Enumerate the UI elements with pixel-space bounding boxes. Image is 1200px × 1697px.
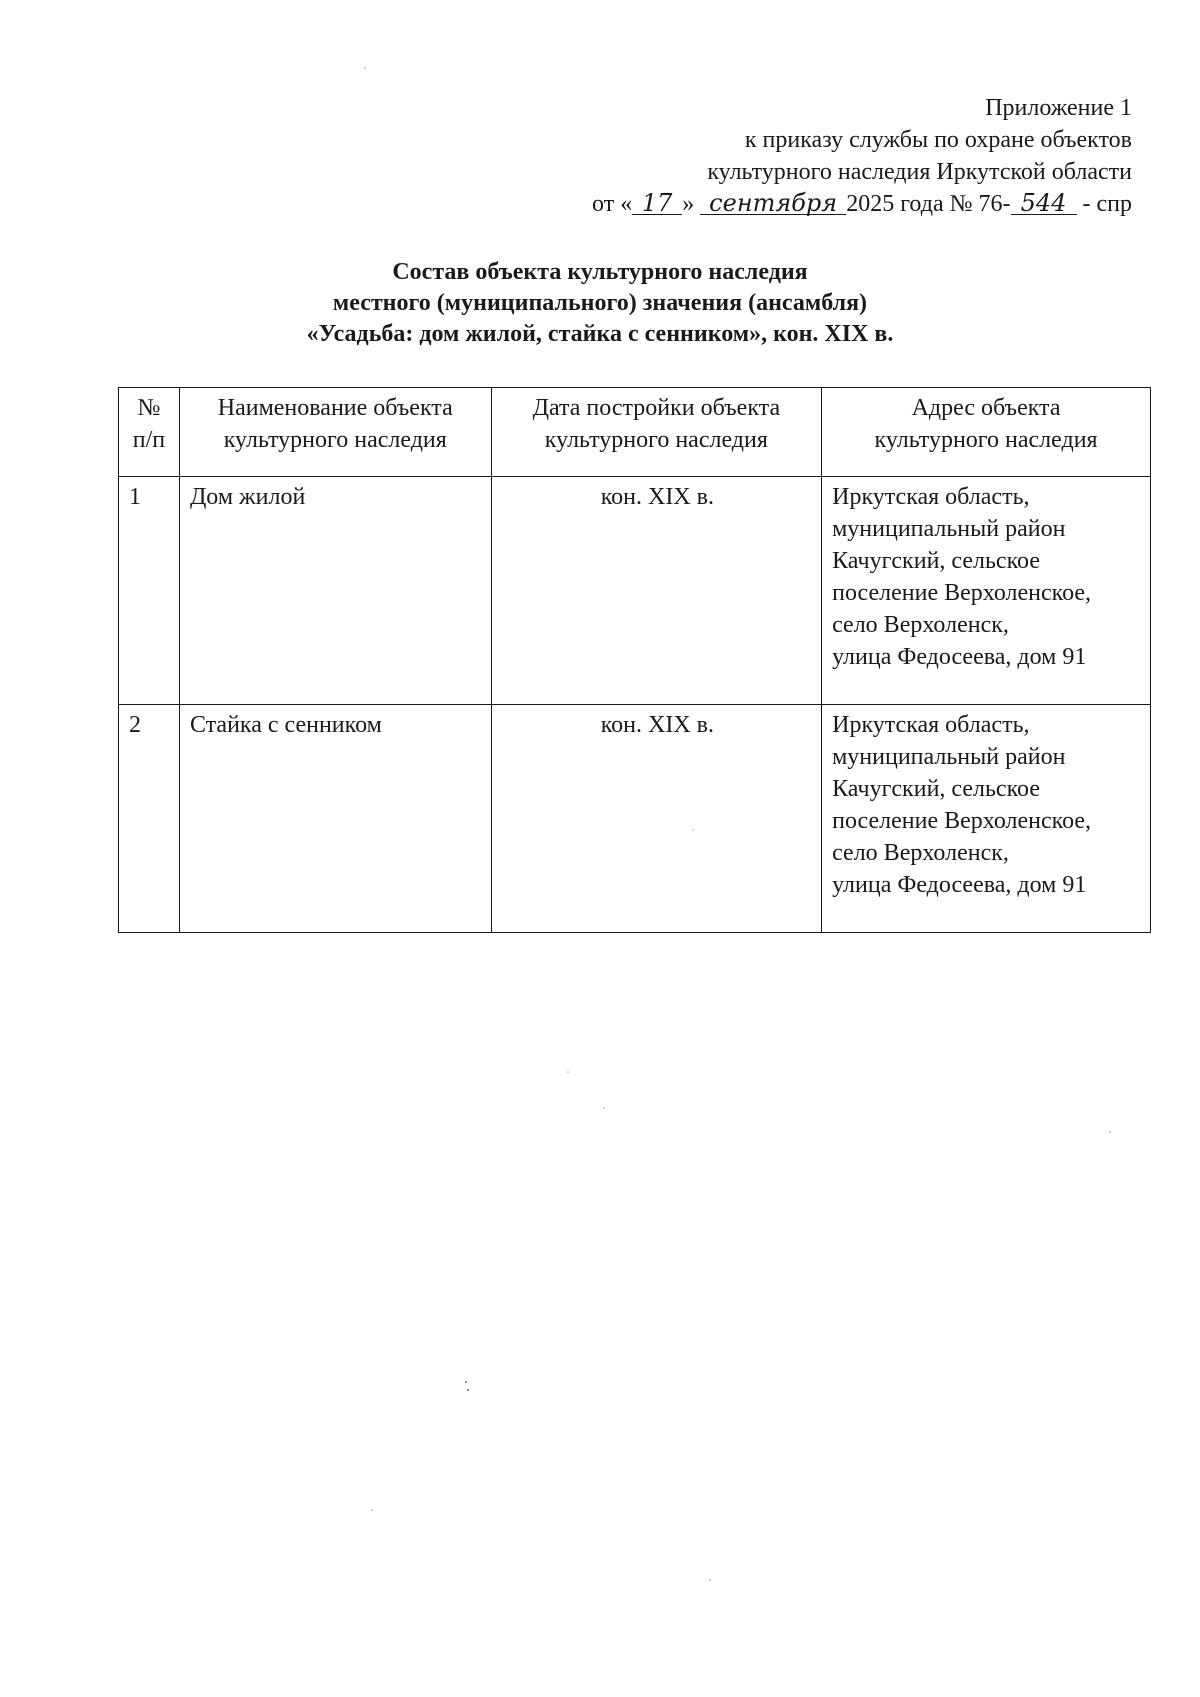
header-address: Адрес объекта культурного наследия: [822, 388, 1151, 477]
row-object-name: Стайка с сенником: [179, 705, 491, 933]
row-build-date: кон. XIX в.: [491, 705, 822, 933]
header-number: № п/п: [119, 388, 180, 477]
heritage-objects-table: [118, 387, 1151, 933]
row-address: Иркутская область, муниципальный район Качугский, сельское поселение Верхоленское, село Верхоленск, улица Федосеева, дом 91: [822, 477, 1151, 705]
table-row: [119, 705, 1151, 933]
title-line-3: «Усадьба: дом жилой, стайка с сенником», кон. XIX в.: [306, 321, 894, 347]
row-number: 2: [119, 705, 180, 933]
handwritten-month: сентября: [700, 192, 846, 215]
row-object-name: Дом жилой: [179, 477, 491, 705]
appendix-authority: культурного наследия Иркутской области: [707, 159, 1132, 185]
title-line-1: Состав объекта культурного наследия: [392, 259, 808, 285]
row-build-date: кон. XIX в.: [491, 477, 822, 705]
title-line-2: местного (муниципального) значения (ансамбля): [332, 290, 868, 316]
table-row: [119, 477, 1151, 705]
date-year: 2025 года № 76-: [846, 191, 1011, 217]
order-suffix: - спр: [1076, 191, 1132, 217]
appendix-order-reference: к приказу службы по охране объектов: [744, 127, 1132, 153]
handwritten-day: 17: [632, 192, 682, 215]
appendix-number: Приложение 1: [985, 95, 1132, 121]
appendix-header: [592, 92, 1132, 220]
table-header-row: [119, 388, 1151, 477]
date-mid: »: [682, 191, 695, 217]
header-name: Наименование объекта культурного наследия: [179, 388, 491, 477]
row-address: Иркутская область, муниципальный район Качугский, сельское поселение Верхоленское, село Верхоленск, улица Федосеева, дом 91: [822, 705, 1151, 933]
appendix-date-line: [592, 188, 1132, 220]
date-prefix: от «: [592, 191, 633, 217]
document-title: [0, 257, 1200, 350]
row-number: 1: [119, 477, 180, 705]
header-date: Дата постройки объекта культурного наследия: [491, 388, 822, 477]
handwritten-order-number: 544: [1011, 192, 1077, 215]
